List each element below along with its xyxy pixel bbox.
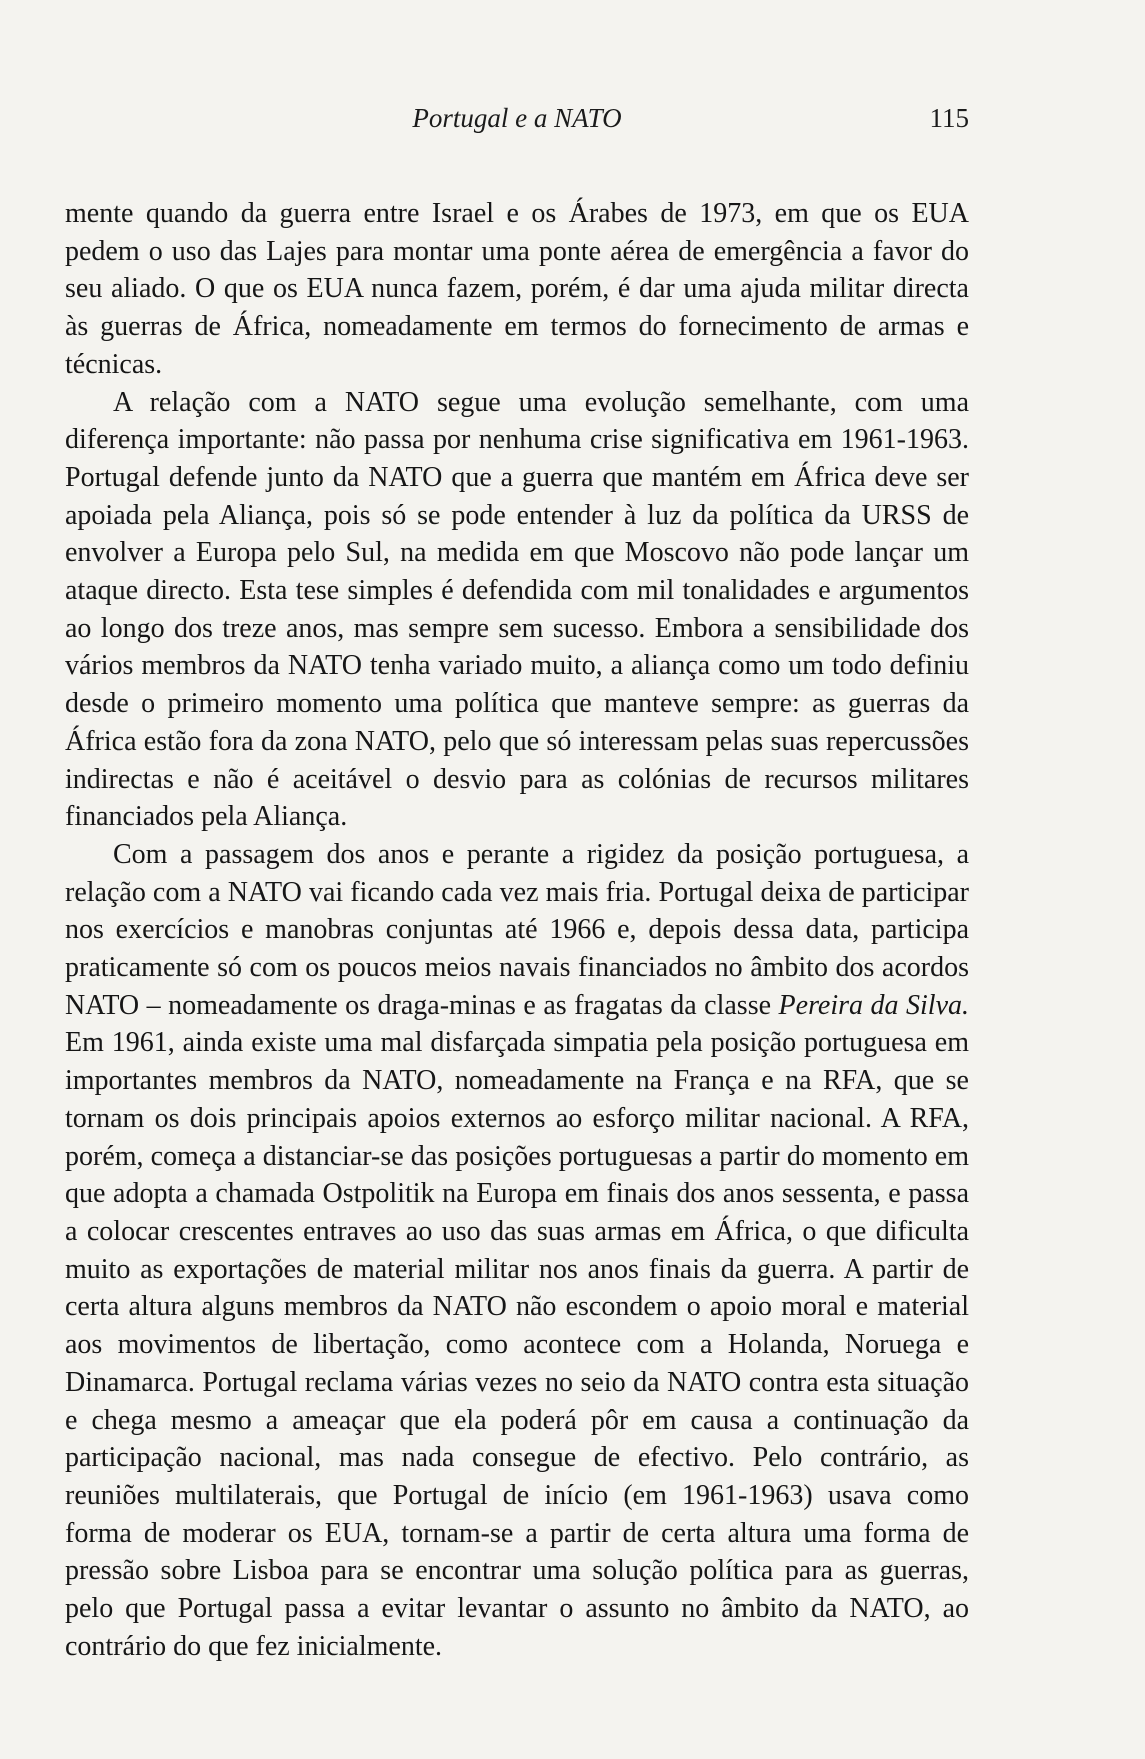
- ship-class-name: Pereira da Silva.: [778, 989, 970, 1021]
- body-text: [65, 195, 969, 1665]
- running-title: Portugal e a NATO: [412, 103, 622, 133]
- running-header: [65, 103, 969, 139]
- paragraph-continuation: mente quando da guerra entre Israel e os Árabes de 1973, em que os EUA pedem o uso das Lajes para montar uma ponte aérea de emergência a favor do seu aliado. O que os EUA nunca fazem, porém, é dar uma ajuda militar directa às guerras de África, nomeadamente em termos do fornecimento de armas e técnicas.: [65, 198, 969, 380]
- paragraph-passing-years: [65, 836, 969, 1665]
- paragraph-text-segment: Com a passagem dos anos e perante a rigidez da posição portuguesa, a relação com a NATO vai ficando cada vez mais fria. Portugal deixa de participar nos exercícios e manobras conjuntas até 1966 e, depois dessa data, participa praticamente só com os poucos meios navais financiados no âmbito dos acordos NATO – nomeadamente os draga-minas e as fragatas da classe: [65, 838, 969, 1021]
- page-number: 115: [929, 103, 969, 133]
- paragraph-nato-relation: A relação com a NATO segue uma evolução semelhante, com uma diferença importante: não passa por nenhuma crise significativa em 1961-1963. Portugal defende junto da NATO que a guerra que mantém em África deve ser apoiada pela Aliança, pois só se pode entender à luz da política da URSS de envolver a Europa pelo Sul, na medida em que Moscovo não pode lançar um ataque directo. Esta tese simples é defendida com mil tonalidades e argumentos ao longo dos treze anos, mas sempre sem sucesso. Embora a sensibilidade dos vários membros da NATO tenha variado muito, a aliança como um todo definiu desde o primeiro momento uma política que manteve sempre: as guerras da África estão fora da zona NATO, pelo que só interessam pelas suas repercussões indirectas e não é aceitável o desvio para as colónias de recursos militares financiados pela Aliança.: [65, 386, 969, 833]
- paragraph-text-segment: Em 1961, ainda existe uma mal disfarçada simpatia pela posição portuguesa em importantes membros da NATO, nomeadamente na França e na RFA, que se tornam os dois principais apoios externos ao esforço militar nacional. A RFA, porém, começa a distanciar-se das posições portuguesas a partir do momento em que adopta a chamada Ostpolitik na Europa em finais dos anos sessenta, e passa a colocar crescentes entraves ao uso das suas armas em África, o que dificulta muito as exportações de material militar nos anos finais da guerra. A partir de certa altura alguns membros da NATO não escondem o apoio moral e material aos movimentos de libertação, como acontece com a Holanda, Noruega e Dinamarca. Portugal reclama várias vezes no seio da NATO contra esta situação e chega mesmo a ameaçar que ela poderá pôr em causa a continuação da participação nacional, mas nada consegue de efectivo. Pelo contrário, as reuniões multilaterais, que Portugal de início (em 1961-1963) usava como forma de moderar os EUA, tornam-se a partir de certa altura uma forma de pressão sobre Lisboa para se encontrar uma solução política para as guerras, pelo que Portugal passa a evitar levantar o assunto no âmbito da NATO, ao contrário do que fez inicialmente.: [65, 1027, 969, 1662]
